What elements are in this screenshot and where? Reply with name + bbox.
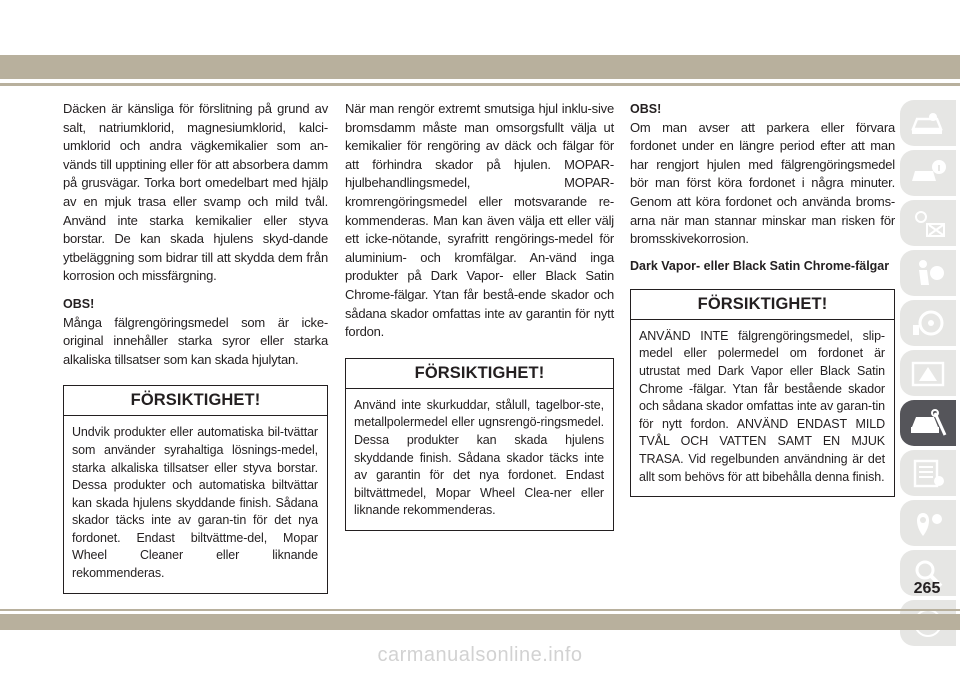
caution-title: FÖRSIKTIGHET! xyxy=(346,359,613,389)
tab-steering-wheel[interactable] xyxy=(900,300,956,346)
caution-box xyxy=(345,358,614,531)
tab-car-interior[interactable] xyxy=(900,100,956,146)
tab-roadside-warning[interactable] xyxy=(900,350,956,396)
note-heading: OBS! xyxy=(630,102,662,116)
warning-lights-icon xyxy=(909,207,947,239)
maintenance-tools-icon xyxy=(909,407,947,439)
header-rule xyxy=(0,83,960,86)
footer-band xyxy=(0,614,960,630)
caution-box xyxy=(63,385,328,593)
note-heading: OBS! xyxy=(63,296,95,311)
watermark: carmanualsonline.info xyxy=(377,644,583,666)
tab-car-info[interactable] xyxy=(900,150,956,196)
note-text: Många fälgrengöringsmedel som är icke-original innehåller starka syror eller starka alkaliska tillsatser som kan skada hjulytan. xyxy=(63,314,328,367)
column-3 xyxy=(630,100,895,497)
roadside-warning-icon xyxy=(909,357,947,389)
footer-rule xyxy=(0,609,960,611)
tab-specifications-list[interactable] xyxy=(900,450,956,496)
car-interior-icon xyxy=(909,107,947,139)
tab-maintenance-tools[interactable] xyxy=(900,400,956,446)
caution-title: FÖRSIKTIGHET! xyxy=(64,386,327,416)
column-1 xyxy=(63,100,328,594)
steering-wheel-icon xyxy=(909,307,947,339)
page-number: 265 xyxy=(913,580,941,597)
caution-text: ANVÄND INTE fälgrengöringsmedel, slip-medel eller polermedel om fordonet är utrustat med Dark Vapor eller Black Satin Chrome -fälgar. Ytan får bestående skador och sådana skador omfattas inte av garan-tin för nytt fordon. ANVÄND ENDAST MILD TVÅL OCH VATTEN SAMT EN MJUK TRASA. Vid regelbunden användning är det allt som behövs för att bibehålla denna finish. xyxy=(639,328,885,484)
body-paragraph: Däcken är känsliga för förslitning på grund av salt, natriumklorid, magnesiumklorid, kalci-umklorid och andra vägkemikalier som an-vänds till upptining eller för att absorbera damm på grusvägar. Torka bort omedelbart med hjälp av en mjuk trasa eller svamp och mild tvål. Använd inte starka kemikalier eller styva borstar. De kan skada hjulens skyd-dande ytbeläggning som bidrar till att skydda dem från korrosion och missfärgning. xyxy=(63,101,328,284)
section-subheading: Dark Vapor- eller Black Satin Chrome-fälgar xyxy=(630,258,890,273)
chapter-tabs xyxy=(900,100,956,650)
body-paragraph: När man rengör extremt smutsiga hjul inklu-sive bromsdamm måste man omsorgsfullt välja ut kemikalier för rengöring av däck och fälgar för att förhindra skador på hjulen. MOPAR-hjulbehandlingsmedel, MOPAR-kromrengöringsmedel eller motsvarande re-kommenderas. Man kan även välja ett eller välj ett icke-nötande, syrafritt rengörings-medel för aluminium- och kromfälgar. An-vänd inga produkter på Dark Vapor- eller Black Satin Chrome-fälgar. Ytan får bestå-ende skador och sådana skador omfattas inte av garantin för nytt fordon. xyxy=(345,101,614,340)
tab-airbag-safety[interactable] xyxy=(900,250,956,296)
header-band xyxy=(0,55,960,79)
specifications-list-icon xyxy=(909,457,947,489)
note-text: Om man avser att parkera eller förvara fordonet under en längre period efter att man har rengjort hjulen med fälgrengöringsmedel bör man först köra fordonet i några minuter. Genom att köra fordonet och använda broms-arna när man stannar minskar man risken för bromsskivekorrosion. xyxy=(630,119,895,247)
car-info-icon xyxy=(909,157,947,189)
caution-text: Använd inte skurkuddar, stålull, tagelbor-ste, metallpolermedel eller ugnsrengö-ringsmedel. Dessa produkter kan skada hjulens skyddande finish. Sådana skador täcks inte av garantin för det nya fordonet. Endast biltvättmedel, Mopar Wheel Clea-ner eller liknande rekommenderas. xyxy=(354,397,604,518)
caution-box xyxy=(630,289,895,497)
airbag-safety-icon xyxy=(909,257,947,289)
tab-warning-lights[interactable] xyxy=(900,200,956,246)
column-2 xyxy=(345,100,614,531)
caution-text: Undvik produkter eller automatiska bil-tvättar som använder syrahaltiga lösnings-medel, starka alkaliska tillsatser eller styva borstar. Dessa produkter och automatiska biltvättar kan skada hjulens skyddande finish. Sådana skador täcks inte av garan-tin för det nya fordonet. Endast biltvättme-del, Mopar Wheel Cleaner eller liknande rekommenderas. xyxy=(72,425,318,581)
note-block xyxy=(63,295,328,369)
caution-title: FÖRSIKTIGHET! xyxy=(631,290,894,320)
location-music-icon xyxy=(909,507,947,539)
tab-location-music[interactable] xyxy=(900,500,956,546)
